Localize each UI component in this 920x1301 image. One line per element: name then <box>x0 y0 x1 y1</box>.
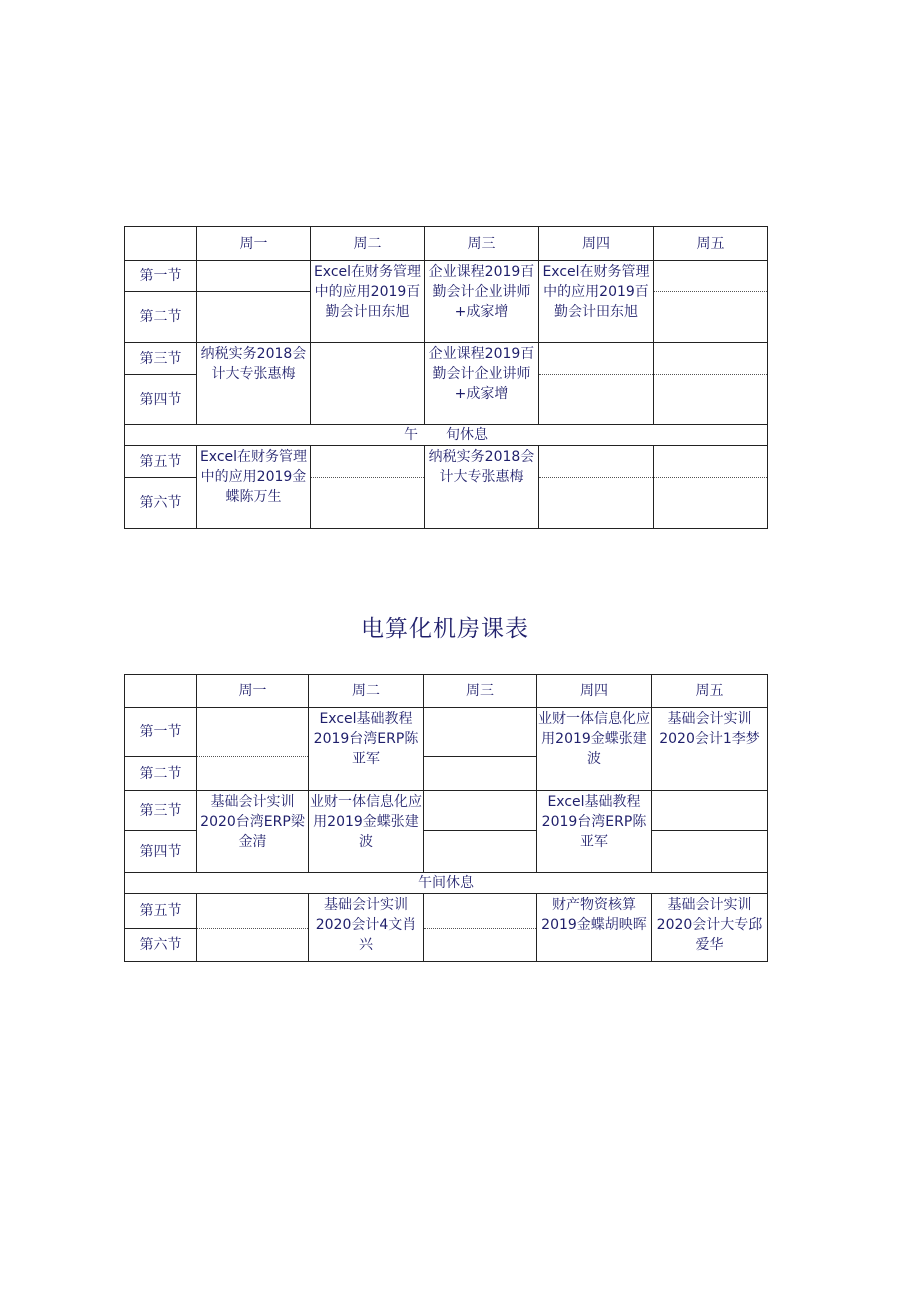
course-cell: 企业课程2019百勤会计企业讲师+成家增 <box>425 343 539 425</box>
course-cell: 企业课程2019百勤会计企业讲师+成家增 <box>425 261 539 343</box>
header-wednesday: 周三 <box>424 675 537 708</box>
empty-cell <box>539 478 654 529</box>
header-friday: 周五 <box>652 675 768 708</box>
empty-cell <box>311 343 425 425</box>
empty-cell <box>197 894 309 929</box>
period-label: 第四节 <box>125 831 197 873</box>
empty-cell <box>424 929 537 962</box>
empty-cell <box>654 375 768 425</box>
empty-cell <box>652 831 768 873</box>
course-cell: 财产物资核算2019金蝶胡映晖 <box>537 894 652 962</box>
table-row <box>125 446 768 478</box>
header-friday: 周五 <box>654 227 768 261</box>
table-row <box>125 791 768 831</box>
course-cell: 基础会计实训2020会计大专邱爱华 <box>652 894 768 962</box>
corner-cell <box>125 227 197 261</box>
empty-cell <box>539 343 654 375</box>
period-label: 第四节 <box>125 375 197 425</box>
course-cell: Excel在财务管理中的应用2019百勤会计田东旭 <box>311 261 425 343</box>
header-tuesday: 周二 <box>311 227 425 261</box>
header-wednesday: 周三 <box>425 227 539 261</box>
empty-cell <box>311 478 425 529</box>
period-label: 第三节 <box>125 343 197 375</box>
period-label: 第二节 <box>125 292 197 343</box>
empty-cell <box>424 708 537 757</box>
empty-cell <box>654 478 768 529</box>
empty-cell <box>539 446 654 478</box>
empty-cell <box>197 757 309 791</box>
empty-cell <box>654 292 768 343</box>
empty-cell <box>424 894 537 929</box>
period-label: 第六节 <box>125 478 197 529</box>
empty-cell <box>197 292 311 343</box>
page-title: 电算化机房课表 <box>361 616 529 642</box>
period-label: 第三节 <box>125 791 197 831</box>
period-label: 第一节 <box>125 261 197 292</box>
empty-cell <box>197 261 311 292</box>
header-tuesday: 周二 <box>309 675 424 708</box>
header-row <box>125 675 768 708</box>
table-row <box>125 894 768 929</box>
empty-cell <box>654 261 768 292</box>
course-cell: 基础会计实训2020台湾ERP梁金清 <box>197 791 309 873</box>
lunch-break-row <box>125 425 768 446</box>
empty-cell <box>197 929 309 962</box>
course-cell: 基础会计实训2020会计4文肖兴 <box>309 894 424 962</box>
lunch-break: 午间休息 <box>125 873 768 894</box>
empty-cell <box>424 757 537 791</box>
corner-cell <box>125 675 197 708</box>
lunch-break-row <box>125 873 768 894</box>
course-cell: 基础会计实训2020会计1李梦 <box>652 708 768 791</box>
header-monday: 周一 <box>197 675 309 708</box>
course-cell: 纳税实务2018会计大专张惠梅 <box>425 446 539 529</box>
header-row <box>125 227 768 261</box>
period-label: 第五节 <box>125 446 197 478</box>
period-label: 第一节 <box>125 708 197 757</box>
empty-cell <box>654 446 768 478</box>
course-cell: 业财一体信息化应用2019金蝶张建波 <box>537 708 652 791</box>
course-cell: Excel基础教程2019台湾ERP陈亚军 <box>309 708 424 791</box>
course-cell: Excel基础教程2019台湾ERP陈亚军 <box>537 791 652 873</box>
empty-cell <box>539 375 654 425</box>
empty-cell <box>197 708 309 757</box>
table-row <box>125 261 768 292</box>
empty-cell <box>652 791 768 831</box>
period-label: 第五节 <box>125 894 197 929</box>
header-thursday: 周四 <box>539 227 654 261</box>
empty-cell <box>654 343 768 375</box>
table-row <box>125 708 768 757</box>
course-cell: 纳税实务2018会计大专张惠梅 <box>197 343 311 425</box>
course-cell: 业财一体信息化应用2019金蝶张建波 <box>309 791 424 873</box>
schedule-table-2 <box>124 674 768 962</box>
period-label: 第二节 <box>125 757 197 791</box>
header-thursday: 周四 <box>537 675 652 708</box>
empty-cell <box>424 791 537 831</box>
header-monday: 周一 <box>197 227 311 261</box>
empty-cell <box>424 831 537 873</box>
period-label: 第六节 <box>125 929 197 962</box>
course-cell: Excel在财务管理中的应用2019金蝶陈万生 <box>197 446 311 529</box>
course-cell: Excel在财务管理中的应用2019百勤会计田东旭 <box>539 261 654 343</box>
empty-cell <box>311 446 425 478</box>
schedule-table-1 <box>124 226 768 529</box>
lunch-break: 午 旬休息 <box>125 425 768 446</box>
table-row <box>125 343 768 375</box>
